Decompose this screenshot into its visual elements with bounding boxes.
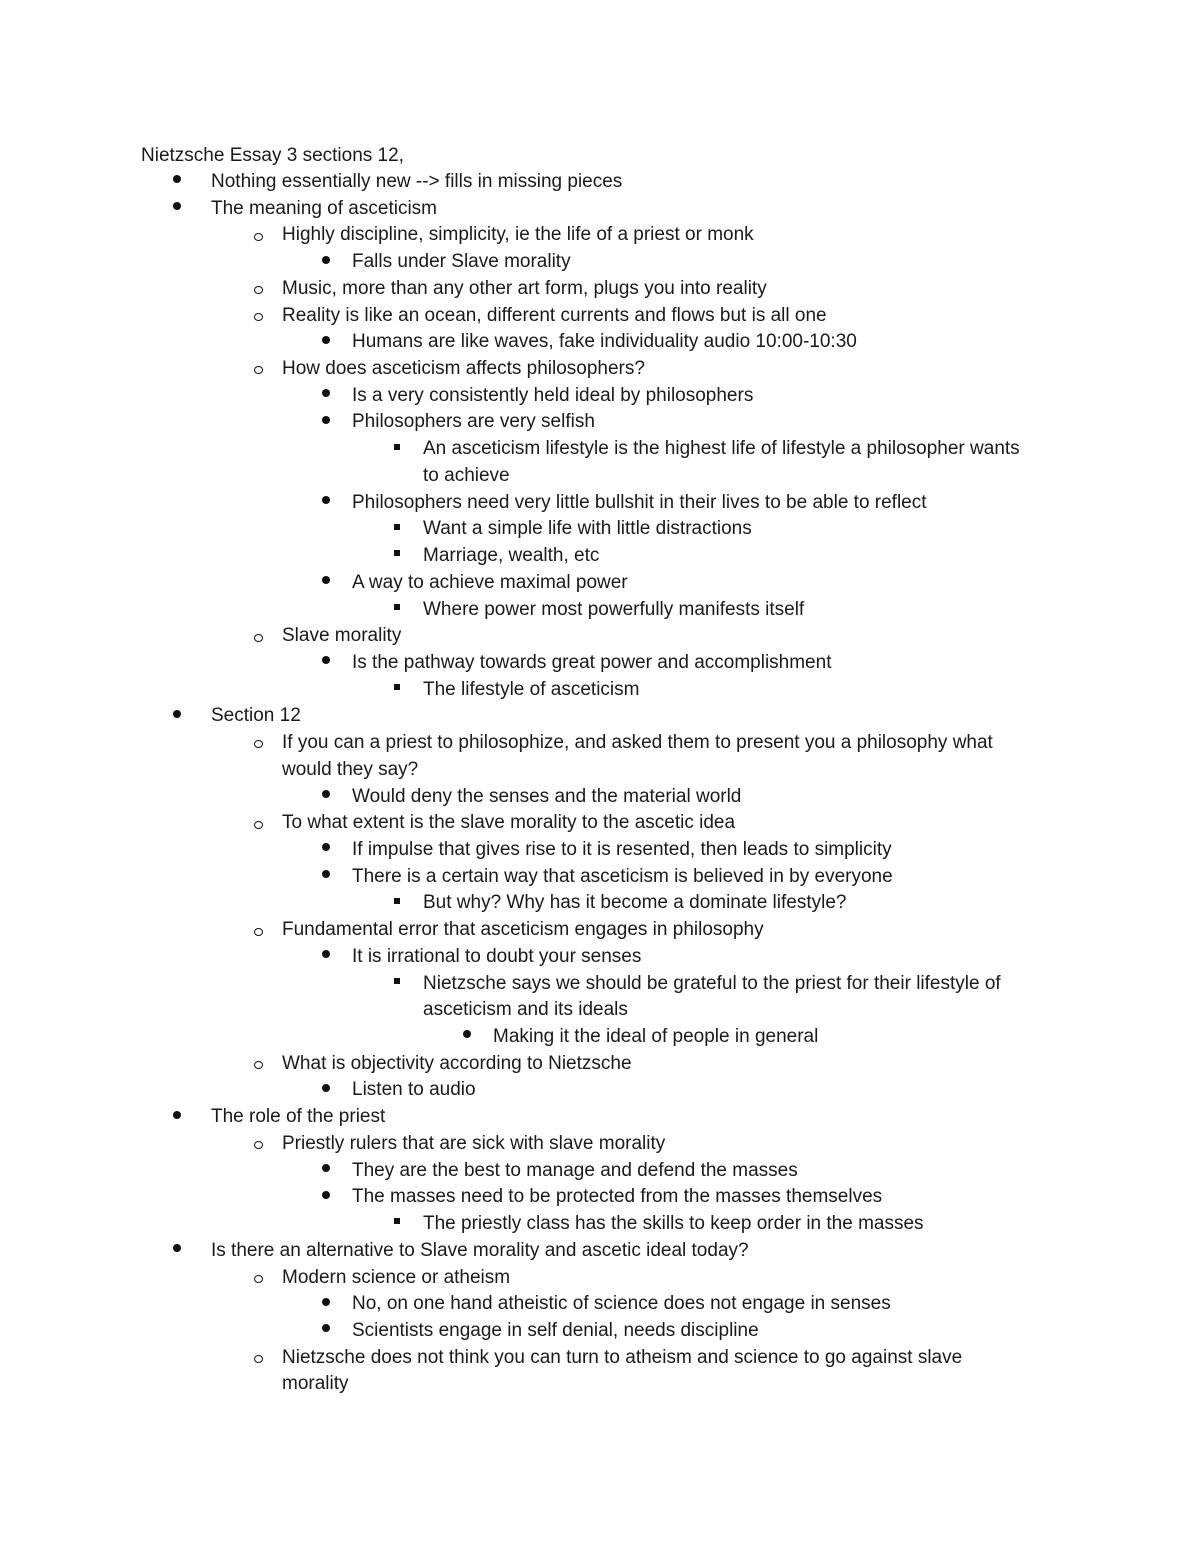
bullet-dot-icon-shape [322,1324,330,1332]
bullet-circle-icon-shape [254,740,263,748]
list-item [282,1265,510,1292]
list-item-continuation [282,1371,349,1398]
list-item-text: Want a simple life with little distractions [423,518,752,540]
bullet-dot-icon [316,1318,336,1345]
list-item-text: Section 12 [211,705,301,727]
bullet-dot-icon-shape [322,843,330,851]
bullet-circle-icon [248,1051,268,1078]
list-item-text: Is there an alternative to Slave morality and ascetic ideal today? [211,1239,749,1261]
list-item-text: An asceticism lifestyle is the highest life of lifestyle a philosopher wants [423,438,1020,460]
list-item-text: Scientists engage in self denial, needs discipline [352,1319,759,1341]
bullet-square-icon [387,890,407,917]
list-item-text: It is irrational to doubt your senses [352,945,642,967]
bullet-dot-icon-shape [322,1084,330,1092]
bullet-circle-icon [248,810,268,837]
list-item [282,1051,632,1078]
list-item [282,1345,962,1372]
bullet-dot-icon-shape [322,416,330,424]
list-item [282,623,401,650]
list-item [352,570,628,597]
list-item [282,1131,665,1158]
list-item-text: They are the best to manage and defend the masses [352,1159,798,1181]
bullet-dot-icon-shape [173,1111,181,1119]
bullet-square-icon [387,436,407,463]
list-item [282,276,767,303]
bullet-dot-icon [167,1238,187,1265]
list-item [352,409,595,436]
list-item [423,971,1001,998]
list-item-text: The role of the priest [211,1106,386,1128]
bullet-dot-icon-shape [322,656,330,664]
bullet-square-icon-shape [394,1218,400,1224]
list-item [211,1238,749,1265]
list-item-continuation [423,463,510,490]
bullet-dot-icon [316,784,336,811]
list-item [282,917,764,944]
list-item-text: If impulse that gives rise to it is resented, then leads to simplicity [352,839,892,860]
bullet-dot-icon [167,169,187,196]
list-item-text: Highly discipline, simplicity, ie the life of a priest or monk [282,224,754,246]
list-item-text: would they say? [282,758,419,780]
bullet-circle-icon-shape [254,1141,263,1149]
bullet-dot-icon-shape [173,175,181,183]
bullet-square-icon [387,1211,407,1238]
bullet-dot-icon [316,409,336,436]
list-item-text: Marriage, wealth, etc [423,545,600,567]
list-item [423,1211,924,1238]
bullet-dot-icon [167,1104,187,1131]
bullet-dot-icon-shape [322,576,330,584]
bullet-dot-icon-shape [463,1030,471,1038]
list-item [352,490,927,517]
list-item-text: Nietzsche does not think you can turn to atheism and science to go against slave [282,1346,963,1368]
list-item-continuation [282,757,418,784]
bullet-dot-icon [316,490,336,517]
bullet-circle-icon [248,1265,268,1292]
list-item [352,383,753,410]
list-item [352,1318,759,1345]
list-item-text: Music, more than any other art form, plugs you into reality [282,277,767,299]
bullet-dot-icon [316,383,336,410]
bullet-square-icon-shape [394,604,400,610]
list-item-text: The meaning of asceticism [211,197,437,219]
list-item-text: Humans are like waves, fake individuality audio 10:00-10:30 [352,331,857,353]
bullet-dot-icon-shape [322,256,330,264]
list-item [423,543,599,570]
bullet-circle-icon [248,1345,268,1372]
list-item [352,1158,798,1185]
list-item [211,1104,385,1131]
list-item-text: Slave morality [282,625,402,647]
list-item-text: to achieve [423,464,510,486]
bullet-dot-icon [316,1077,336,1104]
list-item [352,1291,891,1318]
bullet-circle-icon-shape [254,1061,263,1069]
list-item [282,303,827,330]
bullet-circle-icon [248,623,268,650]
list-item-text: Modern science or atheism [282,1266,511,1288]
bullet-dot-icon [316,249,336,276]
bullet-dot-icon-shape [322,790,330,798]
list-item [423,597,804,624]
bullet-circle-icon-shape [254,928,263,936]
list-item-text: How does asceticism affects philosophers? [282,358,645,380]
list-item [352,837,892,864]
bullet-circle-icon-shape [254,233,263,241]
bullet-circle-icon [248,917,268,944]
list-item-text: But why? Why has it become a dominate lifestyle? [423,892,847,914]
list-item [352,864,893,891]
bullet-dot-icon-shape [173,710,181,718]
bullet-dot-icon [316,650,336,677]
bullet-dot-icon [316,329,336,356]
bullet-dot-icon-shape [322,389,330,397]
bullet-dot-icon-shape [322,950,330,958]
bullet-square-icon [387,677,407,704]
bullet-circle-icon [248,222,268,249]
bullet-square-icon-shape [394,684,400,690]
list-item [423,890,846,917]
bullet-dot-icon [316,837,336,864]
bullet-circle-icon-shape [254,821,263,829]
bullet-dot-icon [316,570,336,597]
bullet-square-icon [387,597,407,624]
list-item [352,1077,476,1104]
bullet-square-icon-shape [394,444,400,450]
bullet-square-icon [387,516,407,543]
bullet-dot-icon [316,1291,336,1318]
list-item-text: Priestly rulers that are sick with slave morality [282,1132,666,1154]
list-item-text: Nothing essentially new --> fills in missing pieces [211,171,623,192]
list-item [282,730,993,757]
list-item [423,516,752,543]
bullet-dot-icon-shape [322,870,330,878]
list-item-text: asceticism and its ideals [423,999,628,1021]
list-item [493,1024,818,1051]
bullet-dot-icon-shape [173,1244,181,1252]
bullet-circle-icon [248,730,268,757]
list-item-text: No, on one hand atheistic of science does not engage in senses [352,1293,891,1315]
bullet-circle-icon-shape [254,1275,263,1283]
list-item [352,784,741,811]
list-item-text: Fundamental error that asceticism engages in philosophy [282,919,764,941]
bullet-dot-icon [167,703,187,730]
list-item-text: Nietzsche says we should be grateful to the priest for their lifestyle of [423,972,1001,994]
bullet-circle-icon [248,356,268,383]
list-item-text: Is the pathway towards great power and accomplishment [352,651,832,673]
bullet-square-icon-shape [394,898,400,904]
bullet-circle-icon-shape [254,634,263,642]
bullet-dot-icon [167,196,187,223]
list-item-text: Is a very consistently held ideal by philosophers [352,384,754,406]
bullet-square-icon [387,971,407,998]
bullet-dot-icon [316,864,336,891]
list-item [352,329,857,356]
list-item-text: Reality is like an ocean, different currents and flows but is all one [282,304,827,326]
list-item [211,703,301,730]
bullet-circle-icon-shape [254,286,263,294]
bullet-circle-icon [248,1131,268,1158]
list-item [211,169,622,196]
list-item-continuation [423,997,628,1024]
list-item-text: Would deny the senses and the material world [352,785,742,807]
bullet-circle-icon [248,276,268,303]
list-item-text: The priestly class has the skills to keep order in the masses [423,1213,924,1235]
bullet-circle-icon [248,303,268,330]
bullet-square-icon [387,543,407,570]
list-item [211,196,437,223]
list-item [352,1184,882,1211]
bullet-circle-icon-shape [254,313,263,321]
list-item-text: The lifestyle of asceticism [423,678,640,700]
list-item [282,356,645,383]
list-item [352,650,831,677]
list-item-text: To what extent is the slave morality to the ascetic idea [282,812,736,834]
bullet-dot-icon-shape [322,496,330,504]
list-item-text: A way to achieve maximal power [352,571,628,593]
bullet-dot-icon [316,1184,336,1211]
list-item-text: The masses need to be protected from the masses themselves [352,1186,883,1208]
list-item-text: Philosophers are very selfish [352,411,595,433]
list-item [282,810,735,837]
bullet-circle-icon-shape [254,1355,263,1363]
bullet-square-icon-shape [394,524,400,530]
list-item-text: Where power most powerfully manifests itself [423,598,805,620]
list-item-text: What is objectivity according to Nietzsche [282,1052,632,1074]
list-item [282,222,754,249]
bullet-dot-icon [316,1158,336,1185]
list-item-text: Making it the ideal of people in general [493,1026,819,1048]
list-item-text: Listen to audio [352,1079,476,1101]
list-item-text: There is a certain way that asceticism is believed in by everyone [352,865,893,887]
list-item [423,436,1020,463]
bullet-circle-icon-shape [254,366,263,374]
list-item [423,677,639,704]
list-item-text: Falls under Slave morality [352,251,571,273]
list-item-text: If you can a priest to philosophize, and asked them to present you a philosophy what [282,732,993,754]
bullet-dot-icon-shape [322,336,330,344]
bullet-dot-icon-shape [322,1191,330,1199]
list-item [352,249,571,276]
document-title: Nietzsche Essay 3 sections 12, [141,145,404,166]
bullet-square-icon-shape [394,978,400,984]
bullet-dot-icon-shape [173,202,181,210]
list-item [352,944,641,971]
bullet-dot-icon-shape [322,1164,330,1172]
list-item-text: Philosophers need very little bullshit in their lives to be able to reflect [352,491,927,513]
list-item-text: morality [282,1373,349,1395]
bullet-dot-icon [457,1024,477,1051]
bullet-square-icon-shape [394,550,400,556]
bullet-dot-icon-shape [322,1298,330,1306]
bullet-dot-icon [316,944,336,971]
